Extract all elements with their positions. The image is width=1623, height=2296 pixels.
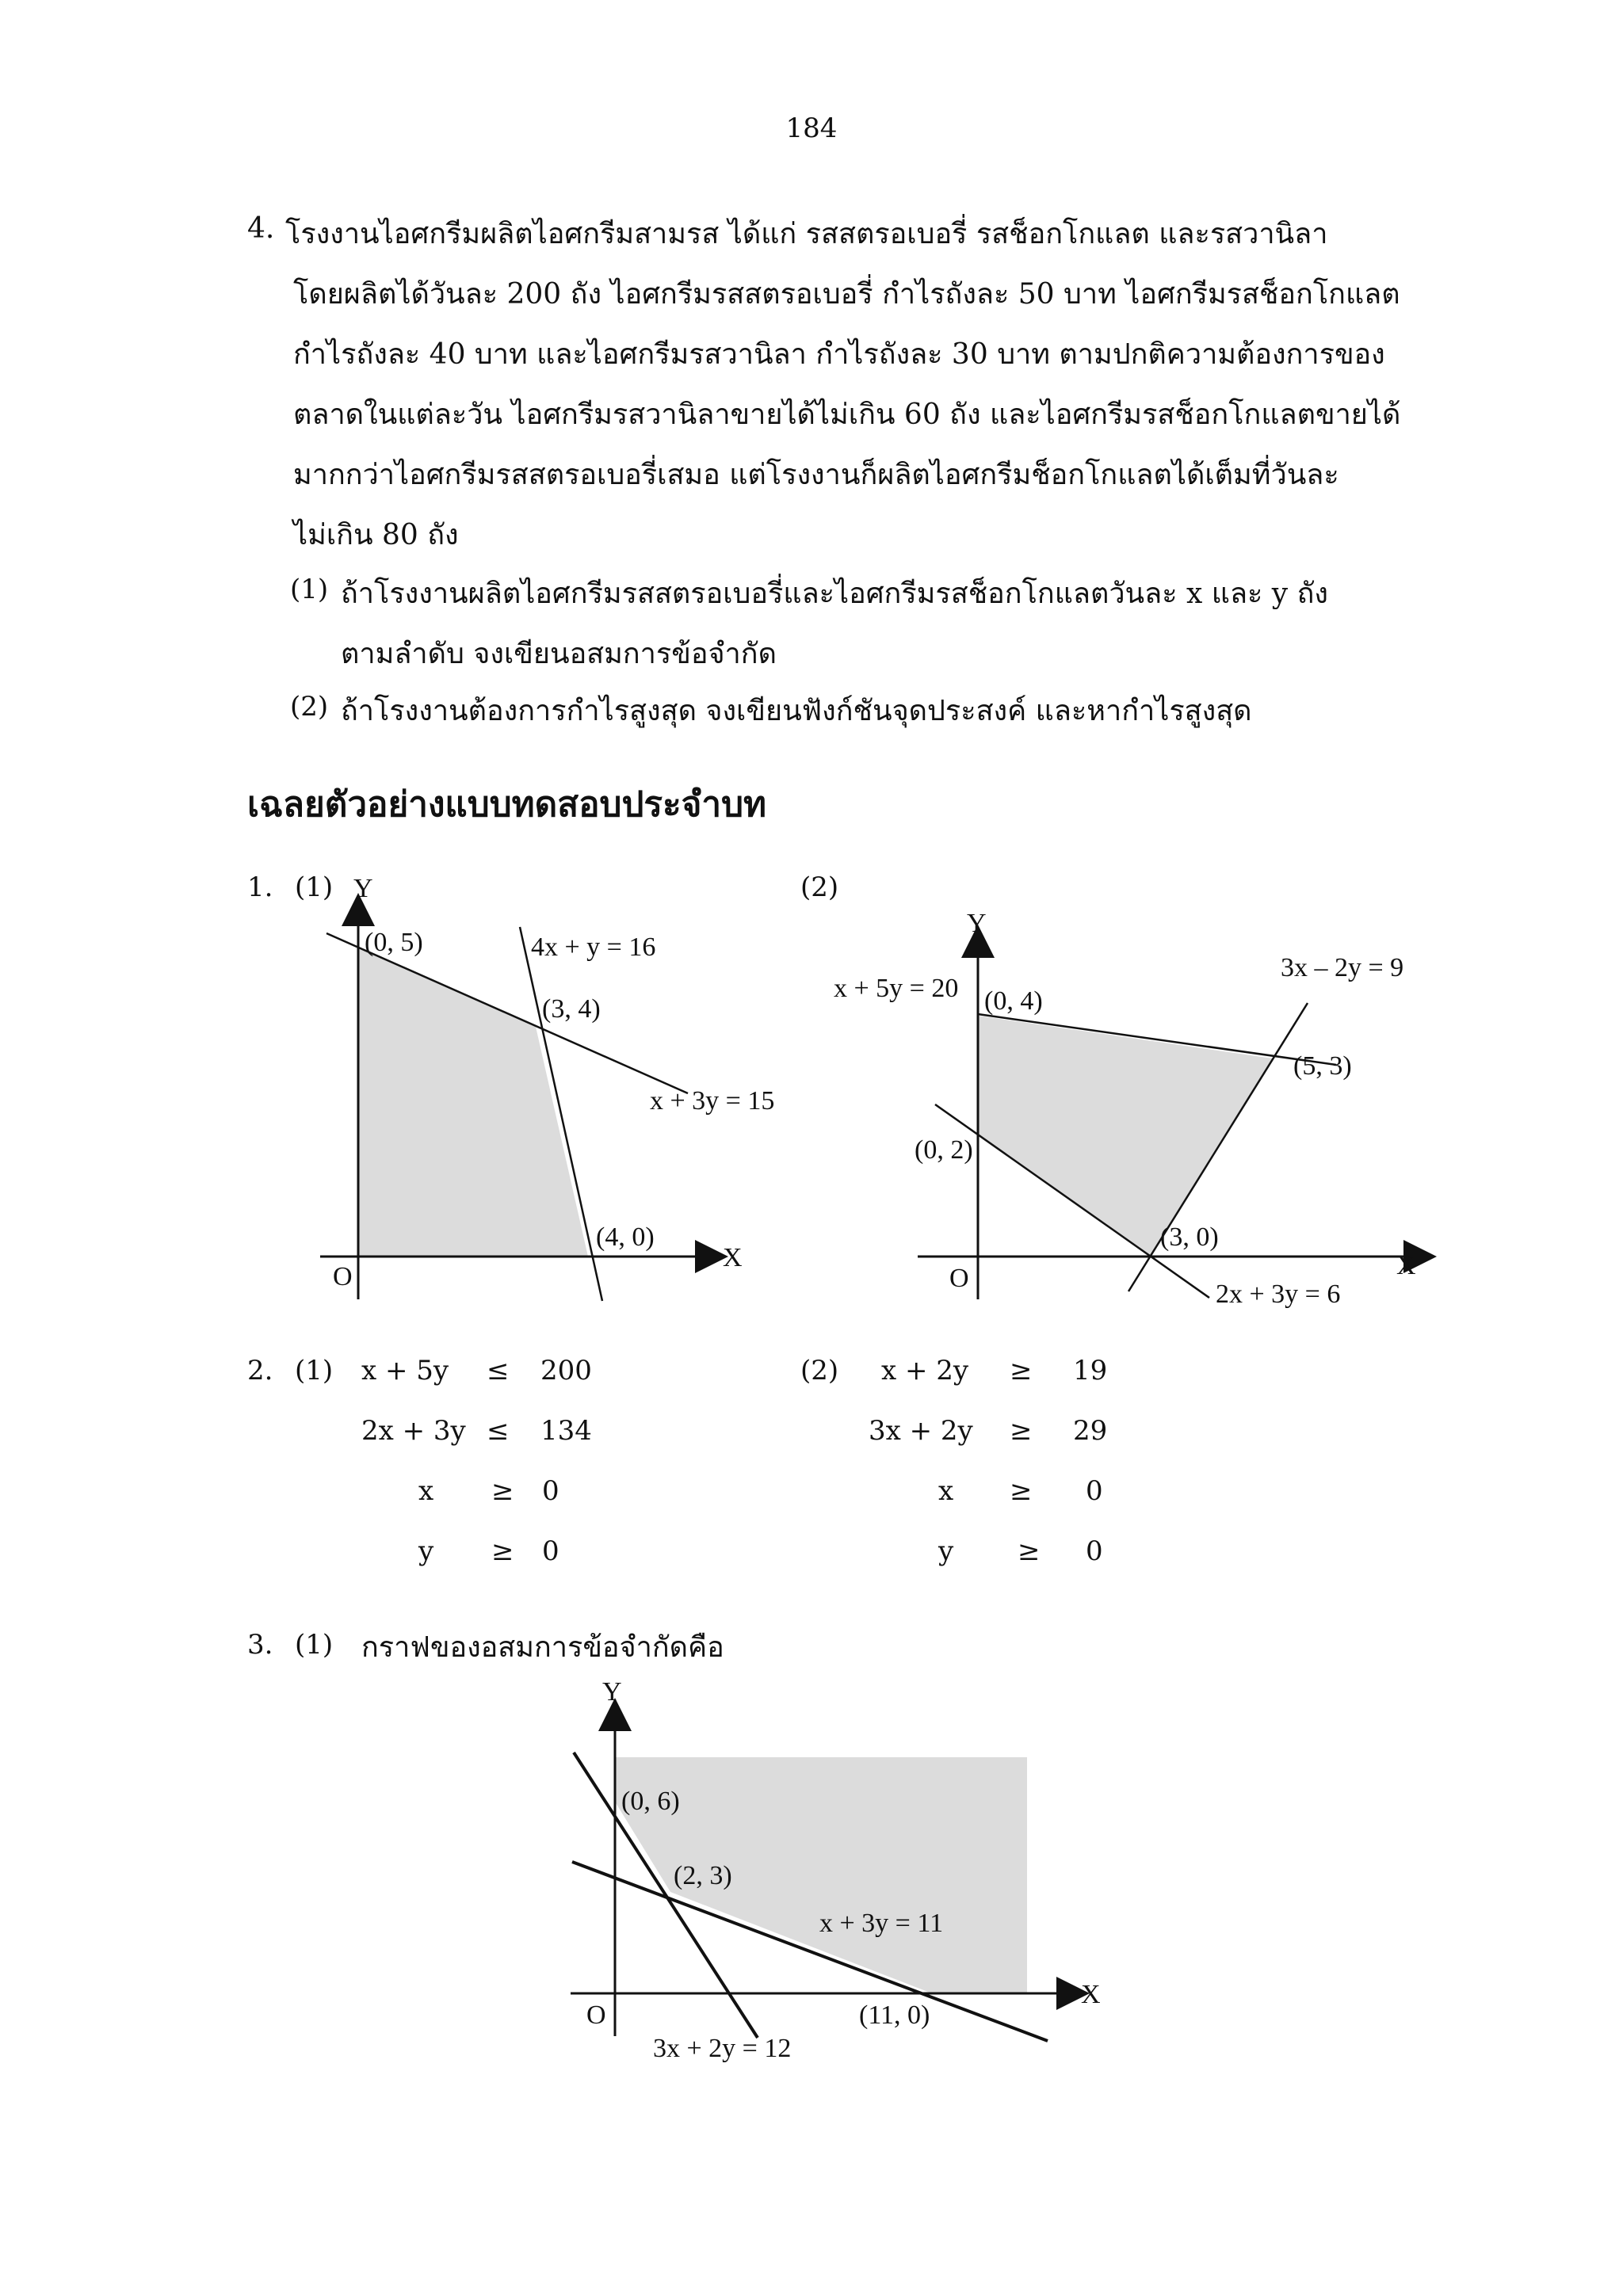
y-axis-label: Y <box>602 1677 622 1707</box>
problem-line: มากกว่าไอศกรีมรสสตรอเบอรี่เสมอ แต่โรงงานก็ผลิตไอศกรีมช็อกโกแลตได้เต็มที่วันละ <box>293 459 1339 491</box>
answer1-part2-label: (2) <box>800 871 839 903</box>
y-axis-label: Y <box>353 874 373 903</box>
ineq-lhs: x + 2y <box>881 1355 969 1386</box>
answer1-number: 1. <box>247 871 273 903</box>
ineq-op: ≥ <box>491 1475 514 1507</box>
x-axis-label: X <box>1396 1251 1416 1280</box>
subpart-label: (2) <box>290 691 329 723</box>
ineq-op: ≤ <box>487 1355 510 1386</box>
problem-line: โรงงานไอศกรีมผลิตไอศกรีมสามรส ได้แก่ รสสตรอเบอรี่ รสช็อกโกแลต และรสวานิลา <box>285 218 1328 250</box>
graph-3-1 <box>555 1677 1141 2076</box>
answer2-number: 2. <box>247 1355 273 1386</box>
line-label: 3x + 2y = 12 <box>653 2034 792 2063</box>
page-number: 184 <box>785 113 838 144</box>
ineq-rhs: 200 <box>540 1355 592 1386</box>
y-axis-label: Y <box>967 909 987 938</box>
ineq-rhs: 0 <box>542 1535 559 1567</box>
point-label: (11, 0) <box>859 2000 930 2030</box>
ineq-rhs: 19 <box>1073 1355 1108 1386</box>
answer2-part1-label: (1) <box>295 1355 334 1386</box>
ineq-op: ≥ <box>1010 1475 1033 1507</box>
answer1-part1-label: (1) <box>295 871 334 903</box>
ineq-rhs: 0 <box>542 1475 559 1507</box>
graph-1-2 <box>824 903 1442 1315</box>
subpart-line: ถ้าโรงงานผลิตไอศกรีมรสสตรอเบอรี่และไอศกรีมรสช็อกโกแลตวันละ x และ y ถัง <box>341 578 1328 610</box>
line-label: 2x + 3y = 6 <box>1216 1280 1341 1309</box>
problem-number: 4. <box>247 212 275 245</box>
ineq-lhs: y <box>938 1535 954 1567</box>
answer3-label: (1) <box>295 1629 334 1661</box>
point-label: (5, 3) <box>1293 1051 1352 1081</box>
point-label: (2, 3) <box>674 1861 732 1890</box>
section-heading: เฉลยตัวอย่างแบบทดสอบประจำบท <box>247 784 767 825</box>
point-label: (0, 4) <box>984 986 1043 1016</box>
feasible-region <box>978 1016 1273 1257</box>
ineq-op: ≥ <box>491 1535 514 1567</box>
ineq-rhs: 0 <box>1086 1535 1103 1567</box>
graph-1-1 <box>309 871 775 1315</box>
line-label: x + 3y = 11 <box>819 1909 944 1938</box>
problem-line: โดยผลิตได้วันละ 200 ถัง ไอศกรีมรสสตรอเบอรี่ กำไรถังละ 50 บาท ไอศกรีมรสช็อกโกแลต <box>293 278 1400 311</box>
point-label: (3, 4) <box>542 994 601 1024</box>
x-axis-label: X <box>1081 1980 1101 2009</box>
subpart-label: (1) <box>290 574 329 605</box>
line-label: 4x + y = 16 <box>531 933 656 962</box>
ineq-rhs: 134 <box>540 1415 592 1447</box>
point-label: (4, 0) <box>596 1222 655 1252</box>
x-axis-label: X <box>723 1243 743 1272</box>
point-label: (0, 6) <box>621 1787 680 1816</box>
ineq-op: ≥ <box>1018 1535 1041 1567</box>
problem-line: ตลาดในแต่ละวัน ไอศกรีมรสวานิลาขายได้ไม่เกิน 60 ถัง และไอศกรีมรสช็อกโกแลตขายได้ <box>293 399 1401 431</box>
answer2-part2-label: (2) <box>800 1355 839 1386</box>
point-label: (0, 5) <box>365 928 423 957</box>
origin-label: O <box>949 1264 969 1293</box>
point-label: (3, 0) <box>1160 1222 1219 1252</box>
problem-line: ไม่เกิน 80 ถัง <box>293 519 459 551</box>
problem-line: กำไรถังละ 40 บาท และไอศกรีมรสวานิลา กำไรถังละ 30 บาท ตามปกติความต้องการของ <box>293 338 1385 371</box>
origin-label: O <box>586 2000 606 2030</box>
ineq-lhs: x <box>938 1475 954 1507</box>
ineq-lhs: x <box>418 1475 434 1507</box>
ineq-lhs: y <box>418 1535 434 1567</box>
line-label: x + 5y = 20 <box>834 974 959 1003</box>
ineq-lhs: 2x + 3y <box>361 1415 466 1447</box>
answer3-number: 3. <box>247 1629 273 1661</box>
ineq-lhs: x + 5y <box>361 1355 449 1386</box>
point-label: (0, 2) <box>915 1135 973 1165</box>
ineq-rhs: 29 <box>1073 1415 1108 1447</box>
ineq-rhs: 0 <box>1086 1475 1103 1507</box>
subpart-line: ตามลำดับ จงเขียนอสมการข้อจำกัด <box>341 638 777 670</box>
line-label: 3x – 2y = 9 <box>1281 953 1404 982</box>
ineq-op: ≥ <box>1010 1415 1033 1447</box>
answer3-text: กราฟของอสมการข้อจำกัดคือ <box>361 1631 724 1664</box>
ineq-op: ≥ <box>1010 1355 1033 1386</box>
ineq-lhs: 3x + 2y <box>869 1415 973 1447</box>
subpart-line: ถ้าโรงงานต้องการกำไรสูงสุด จงเขียนฟังก์ชันจุดประสงค์ และหากำไรสูงสุด <box>341 695 1252 727</box>
ineq-op: ≤ <box>487 1415 510 1447</box>
origin-label: O <box>333 1262 353 1291</box>
line-label: x + 3y = 15 <box>650 1086 775 1116</box>
